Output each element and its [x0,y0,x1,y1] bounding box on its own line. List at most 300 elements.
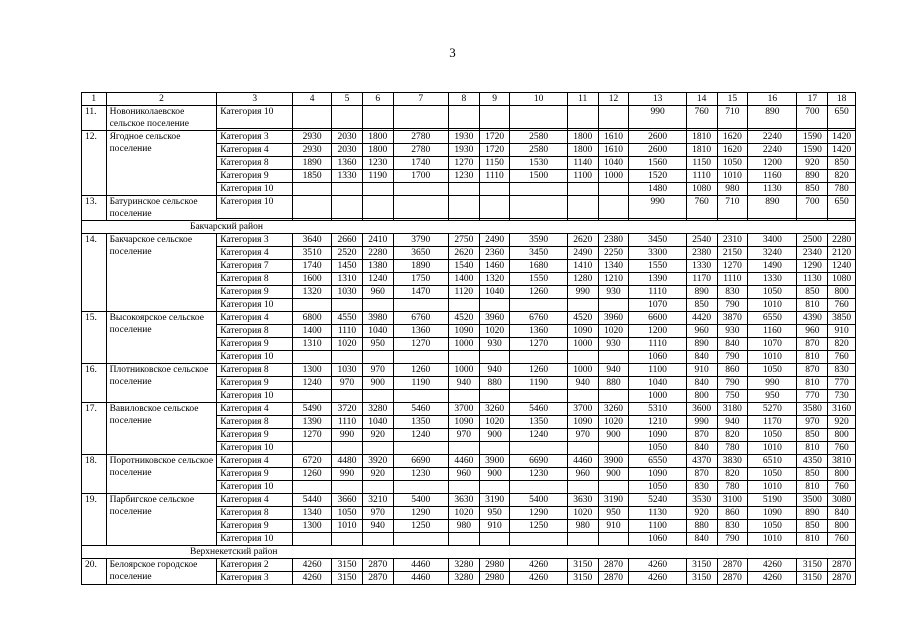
column-header: 6 [362,93,393,106]
value-cell: 2520 [332,247,363,260]
value-cell: 1030 [332,364,363,377]
value-cell [510,196,567,219]
category-cell: Категория 4 [217,144,293,157]
value-cell: 2580 [510,144,567,157]
value-cell [293,196,332,219]
value-cell [448,351,479,364]
value-cell: 6550 [748,312,797,325]
category-cell: Категория 8 [217,507,293,520]
value-cell: 4350 [797,455,828,468]
value-cell [293,442,332,455]
row-number: 17. [82,403,107,455]
value-cell: 2780 [393,144,448,157]
value-cell: 950 [748,390,797,403]
value-cell: 1170 [748,416,797,429]
value-cell: 2030 [332,131,363,144]
value-cell: 1610 [598,131,629,144]
value-cell: 5440 [293,494,332,507]
settlement-name: Ягодное сельское поселение [106,131,217,196]
value-cell: 4460 [448,455,479,468]
value-cell: 4260 [510,572,567,585]
value-cell: 2340 [797,247,828,260]
value-cell: 1320 [293,286,332,299]
value-cell: 4460 [393,572,448,585]
category-cell: Категория 9 [217,377,293,390]
value-cell: 3150 [567,572,598,585]
value-cell [293,106,332,129]
category-cell: Категория 10 [217,299,293,312]
value-cell: 5240 [629,494,686,507]
value-cell: 1850 [293,170,332,183]
value-cell: 1010 [748,299,797,312]
value-cell: 4520 [448,312,479,325]
value-cell: 1230 [448,170,479,183]
value-cell [479,481,510,494]
value-cell [598,299,629,312]
value-cell: 880 [479,377,510,390]
value-cell: 1270 [293,429,332,442]
category-cell: Категория 9 [217,520,293,533]
value-cell [567,196,598,219]
category-cell: Категория 9 [217,429,293,442]
value-cell: 1160 [748,325,797,338]
value-cell: 1020 [448,507,479,520]
value-cell [293,299,332,312]
value-cell: 2310 [717,234,748,247]
value-cell: 990 [332,429,363,442]
value-cell: 2980 [479,559,510,572]
value-cell: 3960 [598,312,629,325]
value-cell: 3150 [332,559,363,572]
value-cell: 1550 [510,273,567,286]
value-cell: 960 [362,286,393,299]
value-cell: 3700 [448,403,479,416]
value-cell: 1070 [629,299,686,312]
value-cell [393,183,448,196]
value-cell [362,533,393,546]
value-cell: 2250 [598,247,629,260]
settlement-name: Бакчарское сельское поселение [106,234,217,312]
value-cell [332,533,363,546]
value-cell: 1800 [362,144,393,157]
value-cell: 800 [828,429,856,442]
settlement-name: Поротниковское сельское поселение [106,455,217,494]
value-cell: 1750 [393,273,448,286]
column-header: 2 [106,93,217,106]
column-header: 9 [479,93,510,106]
value-cell: 2380 [598,234,629,247]
value-cell: 1110 [717,273,748,286]
value-cell: 3530 [686,494,717,507]
value-cell: 750 [717,390,748,403]
value-cell: 1050 [748,286,797,299]
value-cell: 880 [598,377,629,390]
value-cell: 4260 [293,559,332,572]
value-cell: 810 [797,533,828,546]
value-cell: 3280 [362,403,393,416]
value-cell: 3150 [686,572,717,585]
category-cell: Категория 10 [217,196,293,219]
value-cell: 1020 [567,507,598,520]
column-header: 13 [629,93,686,106]
value-cell: 850 [797,429,828,442]
value-cell [393,196,448,219]
value-cell [393,299,448,312]
value-cell: 700 [797,196,828,219]
value-cell: 3150 [797,572,828,585]
value-cell: 890 [686,286,717,299]
value-cell: 6600 [629,312,686,325]
value-cell [293,390,332,403]
value-cell: 3830 [717,455,748,468]
value-cell: 1550 [629,260,686,273]
value-cell: 830 [717,520,748,533]
value-cell: 940 [448,377,479,390]
category-cell: Категория 10 [217,106,293,129]
value-cell: 1100 [629,520,686,533]
value-cell: 1010 [748,481,797,494]
value-cell [332,351,363,364]
value-cell: 2930 [293,131,332,144]
table-row [82,106,856,129]
value-cell: 3590 [510,234,567,247]
value-cell: 1560 [629,157,686,170]
value-cell: 5400 [510,494,567,507]
value-cell: 1010 [748,442,797,455]
value-cell: 1810 [686,144,717,157]
settlement-name: Новониколаевское сельское поселение [106,106,217,131]
value-cell: 1100 [629,364,686,377]
value-cell: 1130 [748,183,797,196]
value-cell: 810 [797,351,828,364]
value-cell: 910 [479,520,510,533]
table-row [82,403,856,416]
value-cell: 1740 [393,157,448,170]
value-cell: 1160 [748,170,797,183]
category-cell: Категория 9 [217,286,293,299]
value-cell: 870 [797,364,828,377]
value-cell: 1110 [686,170,717,183]
value-cell: 990 [629,106,686,129]
value-cell: 3400 [748,234,797,247]
tariff-table [81,92,856,585]
value-cell: 1200 [629,325,686,338]
value-cell: 3630 [448,494,479,507]
value-cell: 2380 [686,247,717,260]
value-cell [448,183,479,196]
value-cell: 2870 [828,572,856,585]
value-cell: 3450 [629,234,686,247]
value-cell: 770 [828,377,856,390]
value-cell: 1000 [448,364,479,377]
value-cell [448,533,479,546]
value-cell: 920 [686,507,717,520]
value-cell: 920 [362,429,393,442]
value-cell: 2870 [598,559,629,572]
value-cell: 1250 [510,520,567,533]
value-cell [567,481,598,494]
value-cell: 1930 [448,131,479,144]
value-cell: 3580 [797,403,828,416]
value-cell: 1260 [510,286,567,299]
value-cell: 1360 [510,325,567,338]
value-cell: 800 [828,286,856,299]
row-number: 16. [82,364,107,403]
table-row [82,559,856,572]
value-cell [293,351,332,364]
value-cell [567,183,598,196]
value-cell [479,442,510,455]
category-cell: Категория 10 [217,481,293,494]
value-cell: 1000 [598,170,629,183]
value-cell: 4260 [510,559,567,572]
value-cell [362,196,393,219]
value-cell [362,390,393,403]
value-cell: 930 [479,338,510,351]
value-cell: 4370 [686,455,717,468]
value-cell: 1070 [748,338,797,351]
value-cell: 1330 [748,273,797,286]
value-cell: 1380 [362,260,393,273]
column-header: 16 [748,93,797,106]
value-cell: 1310 [332,273,363,286]
value-cell [332,442,363,455]
table-row [82,494,856,507]
value-cell: 1170 [686,273,717,286]
value-cell: 1590 [797,144,828,157]
value-cell: 3150 [567,559,598,572]
table-row [82,131,856,144]
value-cell: 780 [717,481,748,494]
value-cell [510,481,567,494]
value-cell: 1020 [479,325,510,338]
value-cell [567,442,598,455]
value-cell: 3630 [567,494,598,507]
value-cell: 850 [797,520,828,533]
value-cell: 1350 [393,416,448,429]
value-cell: 990 [629,196,686,219]
value-cell: 810 [797,481,828,494]
value-cell: 950 [598,507,629,520]
value-cell: 1120 [448,286,479,299]
value-cell: 3980 [362,312,393,325]
value-cell [332,183,363,196]
value-cell: 1190 [362,170,393,183]
value-cell: 1280 [567,273,598,286]
value-cell: 4390 [797,312,828,325]
column-header: 18 [828,93,856,106]
value-cell: 1030 [332,286,363,299]
value-cell: 1000 [567,364,598,377]
value-cell: 2490 [479,234,510,247]
value-cell [362,481,393,494]
value-cell: 1210 [598,273,629,286]
value-cell: 2600 [629,131,686,144]
value-cell: 1040 [598,157,629,170]
value-cell: 890 [797,507,828,520]
value-cell [567,106,598,129]
value-cell: 1930 [448,144,479,157]
category-cell: Категория 7 [217,260,293,273]
value-cell [598,481,629,494]
value-cell: 3850 [828,312,856,325]
value-cell: 760 [828,533,856,546]
value-cell: 2870 [828,559,856,572]
category-cell: Категория 10 [217,351,293,364]
value-cell: 900 [479,468,510,481]
category-cell: Категория 10 [217,533,293,546]
value-cell [479,183,510,196]
value-cell: 2870 [362,572,393,585]
value-cell: 1040 [629,377,686,390]
value-cell: 940 [362,520,393,533]
value-cell: 2280 [362,247,393,260]
value-cell: 2360 [479,247,510,260]
value-cell [332,481,363,494]
value-cell: 2870 [598,572,629,585]
value-cell: 3300 [629,247,686,260]
value-cell: 3600 [686,403,717,416]
value-cell: 1090 [448,416,479,429]
value-cell: 1110 [629,286,686,299]
value-cell: 4550 [332,312,363,325]
value-cell [332,390,363,403]
value-cell: 2750 [448,234,479,247]
value-cell: 1410 [567,260,598,273]
value-cell: 710 [717,196,748,219]
value-cell: 1150 [479,157,510,170]
value-cell: 960 [686,325,717,338]
header-row [82,93,856,106]
settlement-name: Высокоярское сельское поселение [106,312,217,364]
value-cell: 1050 [748,520,797,533]
value-cell: 3260 [598,403,629,416]
value-cell [567,351,598,364]
value-cell: 980 [448,520,479,533]
value-cell: 760 [828,299,856,312]
value-cell: 1460 [479,260,510,273]
value-cell: 1200 [748,157,797,170]
value-cell: 2980 [479,572,510,585]
value-cell: 4260 [748,559,797,572]
value-cell: 2490 [567,247,598,260]
district-row [82,221,856,234]
category-cell: Категория 4 [217,494,293,507]
value-cell: 1450 [332,260,363,273]
value-cell [598,442,629,455]
value-cell: 1800 [567,144,598,157]
value-cell: 3160 [828,403,856,416]
value-cell: 930 [598,338,629,351]
value-cell: 1240 [393,429,448,442]
value-cell: 1020 [479,416,510,429]
value-cell: 1090 [629,429,686,442]
value-cell: 1720 [479,131,510,144]
value-cell: 930 [598,286,629,299]
value-cell: 1420 [828,131,856,144]
value-cell: 1610 [598,144,629,157]
value-cell [362,299,393,312]
value-cell: 1360 [393,325,448,338]
category-cell: Категория 3 [217,572,293,585]
value-cell: 3280 [448,559,479,572]
category-cell: Категория 8 [217,325,293,338]
value-cell: 1060 [629,533,686,546]
value-cell: 760 [686,106,717,129]
value-cell: 1020 [598,416,629,429]
value-cell: 870 [686,468,717,481]
category-cell: Категория 4 [217,247,293,260]
value-cell: 2870 [362,559,393,572]
value-cell: 3650 [393,247,448,260]
category-cell: Категория 10 [217,390,293,403]
value-cell: 4460 [567,455,598,468]
value-cell: 900 [362,377,393,390]
value-cell: 1400 [448,273,479,286]
value-cell: 760 [828,442,856,455]
value-cell: 1110 [479,170,510,183]
value-cell: 3240 [748,247,797,260]
value-cell: 1060 [629,351,686,364]
value-cell: 960 [567,468,598,481]
category-cell: Категория 2 [217,559,293,572]
value-cell: 900 [598,468,629,481]
value-cell: 3260 [479,403,510,416]
value-cell: 1390 [629,273,686,286]
settlement-name: Белоярское городское поселение [106,559,217,585]
value-cell: 5460 [393,403,448,416]
value-cell: 850 [686,299,717,312]
value-cell: 780 [828,183,856,196]
value-cell [598,351,629,364]
value-cell: 890 [748,196,797,219]
value-cell: 1600 [293,273,332,286]
value-cell: 3450 [510,247,567,260]
value-cell [598,196,629,219]
value-cell: 1520 [629,170,686,183]
category-cell: Категория 4 [217,312,293,325]
value-cell: 800 [686,390,717,403]
value-cell: 3100 [717,494,748,507]
value-cell: 790 [717,351,748,364]
value-cell: 3280 [448,572,479,585]
value-cell: 800 [828,468,856,481]
value-cell [567,390,598,403]
value-cell [448,481,479,494]
value-cell: 730 [828,390,856,403]
value-cell: 2870 [717,572,748,585]
value-cell: 950 [479,507,510,520]
value-cell: 3210 [362,494,393,507]
value-cell: 1530 [510,157,567,170]
value-cell: 910 [686,364,717,377]
value-cell [510,442,567,455]
value-cell: 990 [748,377,797,390]
value-cell [510,299,567,312]
value-cell: 970 [362,507,393,520]
value-cell: 1480 [629,183,686,196]
value-cell: 1490 [748,260,797,273]
value-cell: 810 [797,377,828,390]
value-cell: 810 [797,442,828,455]
value-cell: 910 [598,520,629,533]
value-cell: 1240 [510,429,567,442]
value-cell [567,299,598,312]
table-row [82,455,856,468]
value-cell: 5400 [393,494,448,507]
value-cell [448,196,479,219]
value-cell: 3960 [479,312,510,325]
